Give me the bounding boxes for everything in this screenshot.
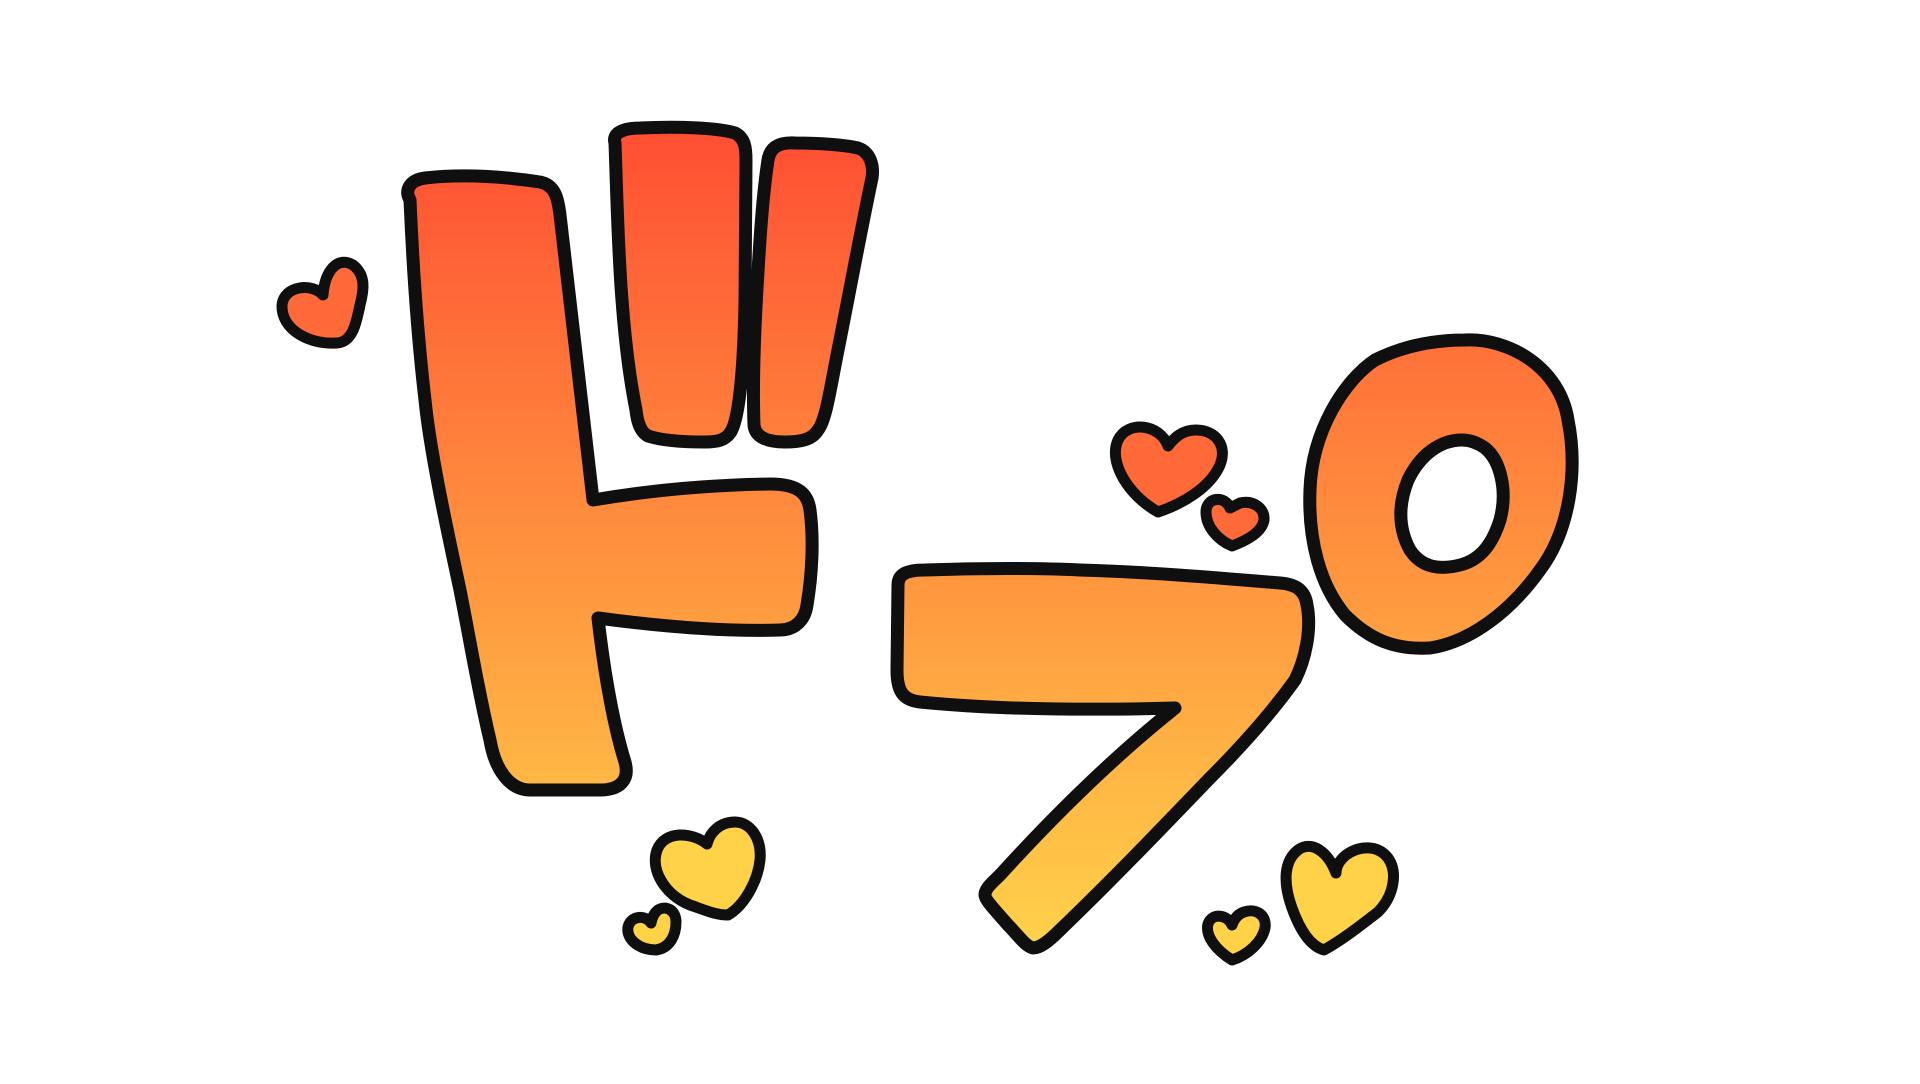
letters-group [408, 127, 1572, 948]
heart-icon-bottom-right-small [1208, 911, 1266, 960]
heart-icon-center-small [1206, 499, 1264, 546]
o-letter [1310, 340, 1572, 648]
heart-icon-bottom-left-large [655, 822, 760, 915]
heart-icon-bottom-right-large [1286, 846, 1393, 950]
heart-icon-top-left [282, 262, 363, 343]
do-dakuten-stroke-1 [615, 127, 746, 442]
do-dakuten-stroke-2 [753, 143, 872, 442]
ku-katakana [897, 569, 1309, 949]
heart-icon-bottom-left-small [628, 908, 676, 950]
